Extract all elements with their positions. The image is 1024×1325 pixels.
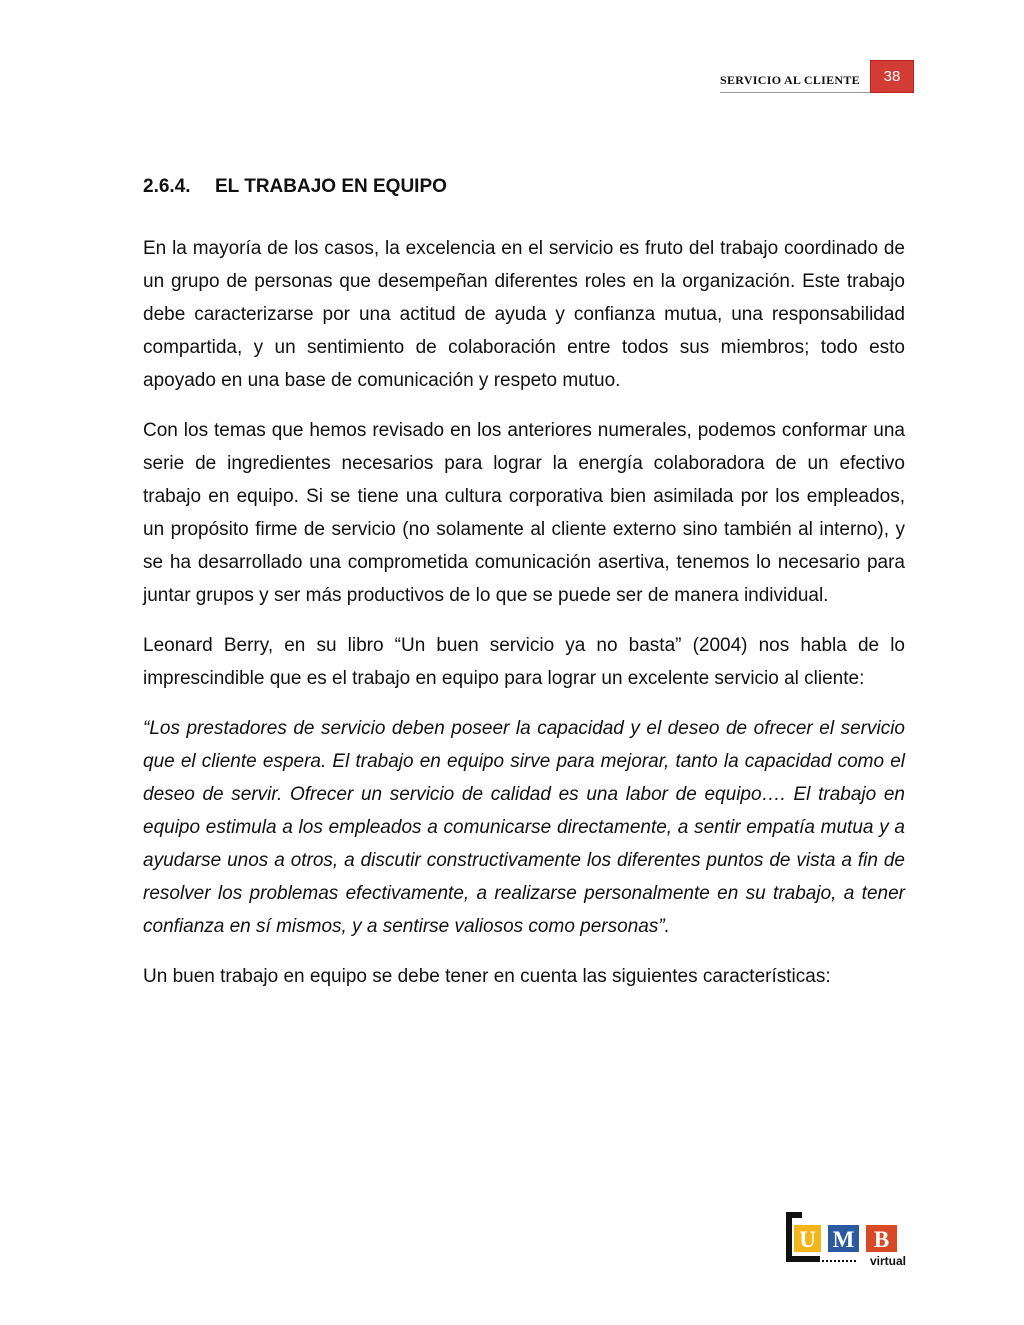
logo-letter-u: U [799,1227,816,1252]
paragraph-1: En la mayoría de los casos, la excelencia en el servicio es fruto del trabajo coordinado de un grupo de personas que desempeñan diferentes roles en la organización. Este trabajo debe caracterizarse por una actitud de ayuda y confianza mutua, una responsabilidad compartida, y un sentimiento de colaboración entre todos sus miembros; todo esto apoyado en una base de comunicación y respeto mutuo. [143,238,905,391]
page-header [720,60,914,93]
umb-virtual-logo [782,1208,908,1270]
section-title: EL TRABAJO EN EQUIPO [215,176,447,197]
section-heading [143,176,905,198]
document-body [143,176,905,993]
logo-letter-b: B [873,1227,890,1252]
section-number: 2.6.4. [143,176,191,197]
quote-paragraph: “Los prestadores de servicio deben poseer la capacidad y el deseo de ofrecer el servicio que el cliente espera. El trabajo en equipo sirve para mejorar, tanto la capacidad como el deseo de servir. Ofrecer un servicio de calidad es una labor de equipo…. El trabajo en equipo estimula a los empleados a comunicarse directamente, a sentir empatía mutua y a ayudarse unos a otros, a discutir constructivamente los diferentes puntos de vista a fin de resolver los problemas efectivamente, a realizarse personalmente en su trabajo, a tener confianza en sí mismos, y a sentirse valiosos como personas”. [143,718,905,937]
running-header-title: SERVICIO AL CLIENTE [720,60,870,93]
paragraph-2: Con los temas que hemos revisado en los anteriores numerales, podemos conformar una serie de ingredientes necesarios para lograr la energía colaboradora de un efectivo trabajo en equipo. Si se tiene una cultura corporativa bien asimilada por los empleados, un propósito firme de servicio (no solamente al cliente externo sino también al interno), y se ha desarrollado una comprometida comunicación asertiva, tenemos lo necesario para juntar grupos y ser más productivos de lo que se puede ser de manera individual. [143,420,905,606]
paragraph-4: Un buen trabajo en equipo se debe tener en cuenta las siguientes características: [143,966,831,987]
page-number: 38 [870,60,914,93]
logo-subtitle: virtual [869,1254,906,1268]
paragraph-3: Leonard Berry, en su libro “Un buen servicio ya no basta” (2004) nos habla de lo imprescindible que es el trabajo en equipo para lograr un excelente servicio al cliente: [143,635,905,689]
logo-letter-m: M [832,1227,855,1252]
